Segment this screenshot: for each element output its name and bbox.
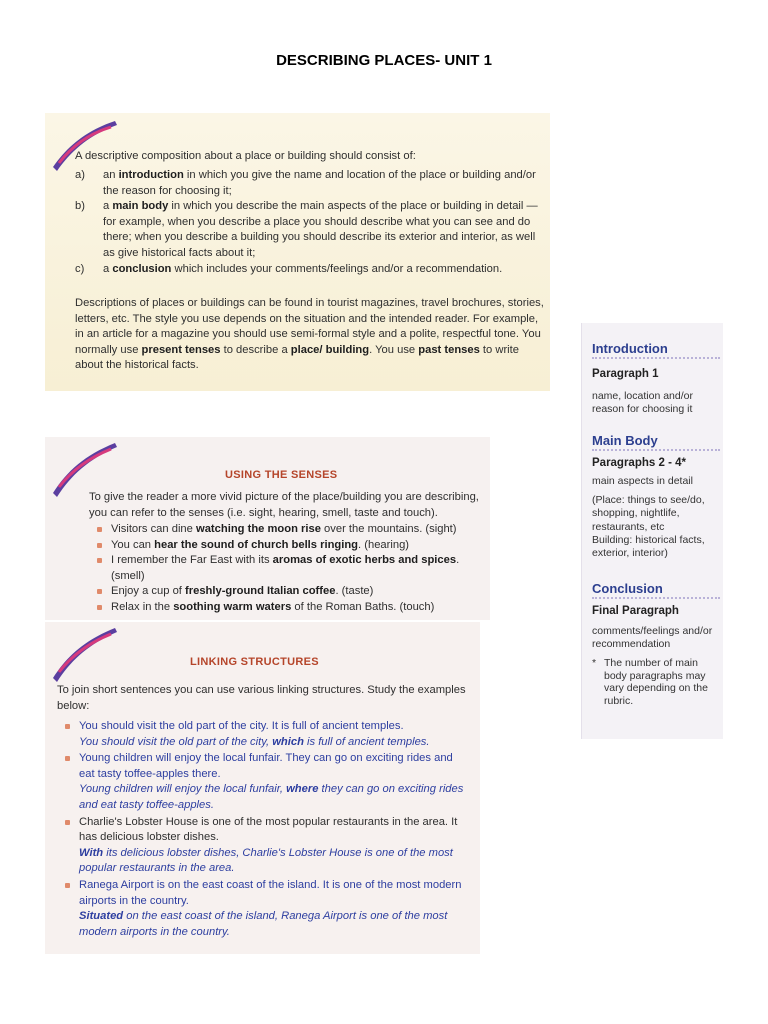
asterisk: * bbox=[592, 657, 597, 670]
bullet-icon bbox=[65, 724, 70, 729]
item-keyword: watching the moon rise bbox=[196, 523, 321, 535]
example-linker: Situated bbox=[79, 910, 124, 923]
main-place: (Place: things to see/do, shopping, nightlife, restaurants, etc bbox=[592, 494, 705, 533]
example-combined: Young children will enjoy the local funfair, bbox=[79, 783, 287, 796]
footnote-text: The number of main body paragraphs may vary depending on the rubric. bbox=[604, 657, 708, 707]
desc-text: to describe a bbox=[220, 343, 291, 356]
intro-subheading: Paragraph 1 bbox=[592, 368, 659, 380]
item-keyword: main body bbox=[112, 200, 169, 213]
senses-list bbox=[89, 522, 484, 616]
list-item bbox=[57, 751, 467, 813]
item-marker: b) bbox=[75, 200, 85, 213]
list-item bbox=[57, 815, 467, 877]
desc-text: . You use bbox=[369, 343, 419, 356]
paragraph-plan-sidebar bbox=[581, 323, 723, 739]
conclusion-subheading: Final Paragraph bbox=[592, 605, 679, 617]
linking-list bbox=[57, 719, 467, 941]
list-item bbox=[75, 168, 545, 199]
item-text: an bbox=[103, 169, 119, 181]
conclusion-block bbox=[592, 581, 723, 707]
list-item bbox=[89, 553, 484, 584]
list-item bbox=[57, 719, 467, 750]
item-marker: a) bbox=[75, 169, 85, 181]
desc-text: to write about the historical facts. bbox=[75, 343, 519, 372]
senses-heading: USING THE SENSES bbox=[225, 469, 338, 481]
main-subheading: Paragraphs 2 - 4* bbox=[592, 457, 686, 469]
dotted-divider bbox=[592, 597, 720, 599]
list-item bbox=[89, 584, 484, 600]
list-item bbox=[89, 538, 484, 554]
desc-keyword: past tenses bbox=[418, 343, 480, 356]
linking-panel bbox=[45, 622, 480, 954]
intro-body: name, location and/or reason for choosing it bbox=[592, 390, 693, 416]
example-combined: You should visit the old part of the city, bbox=[79, 735, 273, 748]
intro-block bbox=[592, 341, 723, 416]
item-text: of the Roman Baths. (touch) bbox=[291, 600, 435, 613]
page-title: DESCRIBING PLACES- UNIT 1 bbox=[276, 52, 492, 69]
brush-stroke-icon bbox=[49, 437, 119, 497]
item-keyword: conclusion bbox=[112, 262, 172, 275]
senses-panel bbox=[45, 437, 490, 620]
item-keyword: introduction bbox=[118, 169, 184, 181]
item-keyword: soothing warm waters bbox=[173, 600, 292, 613]
item-text: a bbox=[103, 262, 113, 275]
desc-text: Descriptions of places or buildings can be found in tourist magazines, travel brochures, stories, letters, etc. The style you use depends on the situation and the intended reader. For example, in an article for a magazine you should use semi-formal style and a polite, respectful tone. You normally use bbox=[75, 297, 544, 356]
item-text: I remember the Far East with its bbox=[111, 554, 273, 567]
footnote bbox=[592, 657, 723, 707]
main-body-block bbox=[592, 433, 723, 560]
bullet-icon bbox=[65, 820, 70, 825]
senses-intro: To give the reader a more vivid picture of the place/building you are describing, you can refer to the senses (i.e. sight, hearing, smell, taste and touch). bbox=[89, 491, 479, 519]
brush-stroke-icon bbox=[49, 622, 119, 682]
item-keyword: freshly-ground Italian coffee bbox=[185, 585, 336, 598]
list-item bbox=[57, 878, 467, 940]
item-text: Enjoy a cup of bbox=[111, 585, 186, 598]
item-text: . (hearing) bbox=[358, 538, 410, 551]
composition-intro: A descriptive composition about a place or building should consist of: bbox=[75, 150, 416, 162]
conclusion-body: comments/feelings and/or recommendation bbox=[592, 625, 713, 651]
bullet-icon bbox=[65, 756, 70, 761]
item-marker: c) bbox=[75, 262, 85, 275]
list-item bbox=[89, 600, 484, 616]
item-text: Visitors can dine bbox=[111, 523, 196, 535]
desc-keyword: present tenses bbox=[141, 343, 221, 356]
example-combined: they can go on exciting rides and eat tasty toffee-apples. bbox=[79, 783, 464, 811]
composition-structure-panel bbox=[45, 113, 550, 391]
item-text: Relax in the bbox=[111, 600, 174, 613]
item-keyword: hear the sound of church bells ringing bbox=[154, 538, 359, 551]
item-text: . (taste) bbox=[335, 585, 374, 598]
example-combined: on the east coast of the island, Ranega Airport is one of the most modern airports in the country. bbox=[79, 910, 448, 938]
bullet-icon bbox=[97, 605, 102, 610]
bullet-icon bbox=[65, 883, 70, 888]
bullet-icon bbox=[97, 527, 102, 532]
item-text: . (smell) bbox=[111, 554, 460, 582]
desc-keyword: place/ building bbox=[290, 343, 370, 356]
linking-intro: To join short sentences you can use various linking structures. Study the examples below: bbox=[57, 684, 466, 712]
item-text: in which you give the name and location of the place or building and/or the reason for choosing it; bbox=[103, 169, 536, 197]
style-description bbox=[75, 296, 545, 374]
main-building: Building: historical facts, exterior, interior) bbox=[592, 533, 705, 560]
item-text: a bbox=[103, 200, 113, 213]
dotted-divider bbox=[592, 449, 720, 451]
example-original: Charlie's Lobster House is one of the most popular restaurants in the area. It has delicious lobster dishes. bbox=[79, 815, 458, 844]
intro-heading: Introduction bbox=[592, 341, 668, 356]
example-combined: is full of ancient temples. bbox=[303, 735, 430, 748]
bullet-icon bbox=[97, 558, 102, 563]
dotted-divider bbox=[592, 357, 720, 359]
item-text: over the mountains. (sight) bbox=[320, 523, 457, 535]
item-keyword: aromas of exotic herbs and spices bbox=[272, 554, 457, 567]
example-linker: where bbox=[286, 783, 319, 796]
conclusion-heading: Conclusion bbox=[592, 581, 663, 596]
linking-heading: LINKING STRUCTURES bbox=[190, 656, 319, 668]
list-item bbox=[75, 199, 545, 261]
example-original: You should visit the old part of the city. It is full of ancient temples. bbox=[79, 720, 404, 732]
bullet-icon bbox=[97, 543, 102, 548]
main-body: main aspects in detail bbox=[592, 475, 693, 487]
composition-parts-list bbox=[75, 168, 545, 277]
example-combined: its delicious lobster dishes, Charlie's Lobster House is one of the most popular restaurants in the area. bbox=[79, 846, 453, 875]
example-original: Young children will enjoy the local funfair. They can go on exciting rides and eat tasty toffee-apples there. bbox=[79, 752, 453, 780]
list-item bbox=[75, 262, 545, 278]
example-linker: which bbox=[272, 735, 304, 748]
list-item bbox=[89, 522, 484, 538]
example-original: Ranega Airport is on the east coast of the island. It is one of the most modern airports in the country. bbox=[79, 878, 462, 907]
bullet-icon bbox=[97, 589, 102, 594]
item-text: which includes your comments/feelings and/or a recommendation. bbox=[171, 262, 503, 275]
item-text: You can bbox=[111, 538, 155, 551]
item-text: in which you describe the main aspects of the place or building in detail — for example, when you describe a place you should describe what you can see and do there; when you describe a building you should describe its exterior and interior, as well as give historical facts about it; bbox=[103, 200, 538, 259]
example-linker: With bbox=[79, 846, 104, 859]
main-heading: Main Body bbox=[592, 433, 658, 448]
